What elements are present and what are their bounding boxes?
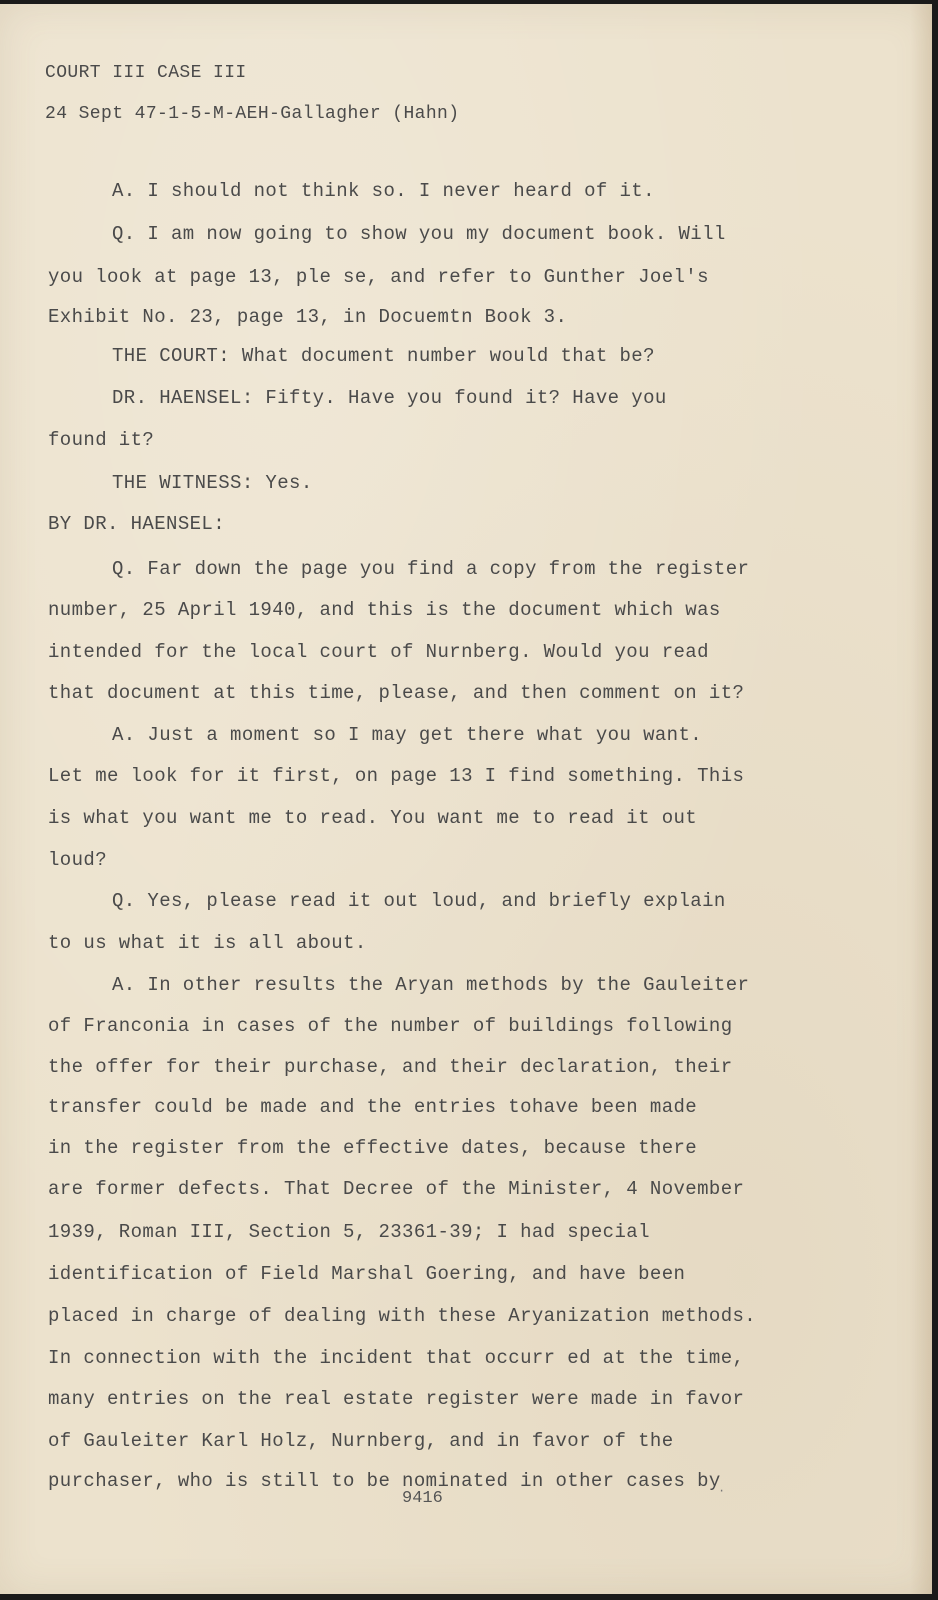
transcript-line: is what you want me to read. You want me to read it out	[48, 807, 698, 829]
transcript-line: intended for the local court of Nurnberg. Would you read	[48, 641, 709, 663]
transcript-line: in the register from the effective dates, because there	[48, 1137, 698, 1159]
transcript-line: placed in charge of dealing with these Aryanization methods.	[48, 1305, 757, 1327]
transcript-line: of Franconia in cases of the number of buildings following	[48, 1015, 733, 1037]
transcript-line: Let me look for it first, on page 13 I find something. This	[48, 765, 745, 787]
transcript-line: found it?	[48, 429, 155, 451]
transcript-line: you look at page 13, ple se, and refer to Gunther Joel's	[48, 266, 709, 288]
transcript-line: Q. I am now going to show you my document book. Will	[112, 223, 726, 245]
transcript-line: A. Just a moment so I may get there what you want.	[112, 724, 703, 746]
transcript-line: number, 25 April 1940, and this is the document which was	[48, 599, 721, 621]
transcript-line: BY DR. HAENSEL:	[48, 513, 226, 535]
transcript-line: many entries on the real estate register were made in favor	[48, 1388, 745, 1410]
document-page	[0, 4, 932, 1594]
transcript-line: A. In other results the Aryan methods by the Gauleiter	[112, 974, 750, 996]
transcript-line: Q. Far down the page you find a copy from the register	[112, 558, 750, 580]
stray-ink-mark: ·	[718, 1484, 726, 1498]
transcript-line: to us what it is all about.	[48, 932, 367, 954]
transcript-line: 1939, Roman III, Section 5, 23361-39; I had special	[48, 1221, 650, 1243]
transcript-line: Exhibit No. 23, page 13, in Docuemtn Book 3.	[48, 306, 568, 328]
transcript-line: THE COURT: What document number would that be?	[112, 345, 655, 367]
transcript-line: of Gauleiter Karl Holz, Nurnberg, and in favor of the	[48, 1430, 674, 1452]
transcript-line: A. I should not think so. I never heard of it.	[112, 180, 655, 202]
transcript-line: purchaser, who is still to be nominated in other cases by	[48, 1470, 721, 1492]
page-number: 9416	[402, 1489, 443, 1508]
transcript-line: are former defects. That Decree of the Minister, 4 November	[48, 1178, 745, 1200]
transcript-line: DR. HAENSEL: Fifty. Have you found it? Have you	[112, 387, 667, 409]
transcript-line: loud?	[48, 849, 108, 871]
transcript-line: identification of Field Marshal Goering, and have been	[48, 1263, 686, 1285]
transcript-line: the offer for their purchase, and their declaration, their	[48, 1056, 733, 1078]
page-edge-shadow	[910, 4, 932, 1594]
session-info-header: 24 Sept 47-1-5-M-AEH-Gallagher (Hahn)	[45, 104, 460, 124]
court-case-header: COURT III CASE III	[45, 63, 247, 83]
transcript-line: transfer could be made and the entries tohave been made	[48, 1096, 698, 1118]
transcript-line: that document at this time, please, and then comment on it?	[48, 682, 745, 704]
transcript-line: Q. Yes, please read it out loud, and briefly explain	[112, 890, 726, 912]
transcript-line: THE WITNESS: Yes.	[112, 472, 313, 494]
transcript-line: In connection with the incident that occurr ed at the time,	[48, 1347, 745, 1369]
